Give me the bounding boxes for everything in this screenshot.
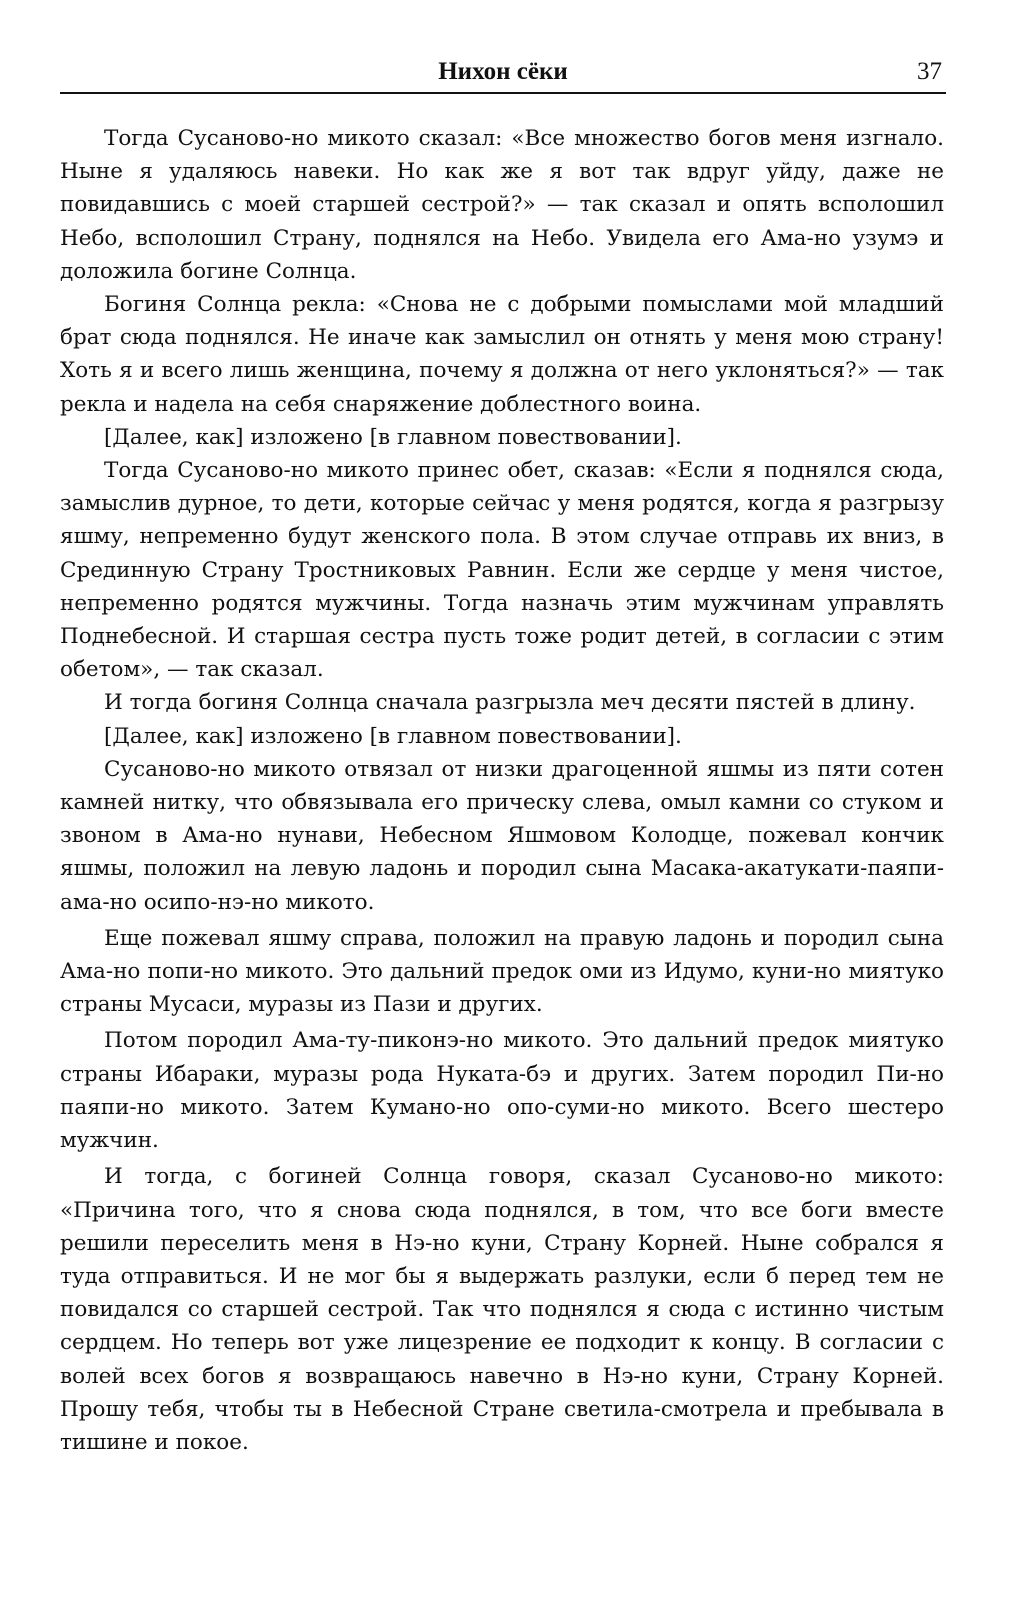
paragraph: Тогда Сусаново-но микото сказал: «Все множество богов меня изгнало. Ныне я удаляюсь навеки. Но как же я вот так вдруг уйду, даже не повидавшись с моей старшей сестрой?» — так сказал и опять всполошил Небо, всполошил Страну, поднялся на Небо. Увидела его Ама-но узумэ и доложила богине Солнца. [60, 126, 944, 284]
paragraph: Сусаново-но микото отвязал от низки драгоценной яшмы из пяти сотен камней нитку, что обвязывала его прическу слева, омыл камни со стуком и звоном в Ама-но нунави, Небесном Яшмовом Колодце, пожевал кончик яшмы, положил на левую ладонь и породил сына Масака-акатукати-паяпи-ама-но осипо-нэ-но микото. [60, 756, 944, 915]
paragraph: Тогда Сусаново-но микото принес обет, сказав: «Если я поднялся сюда, замыслив дурное, то дети, которые сейчас у меня родятся, когда я разгрызу яшму, непременно будут женского пола. В этом случае отправь их вниз, в Срединную Страну Тростниковых Равнин. Если же сердце у меня чистое, непременно родятся мужчины. Тогда назначь этим мужчинам управлять Поднебесной. И старшая сестра пусть тоже родит детей, в согласии с этим обетом», — так сказал. [60, 458, 944, 683]
paragraph: [Далее, как] изложено [в главном повествовании]. [104, 723, 682, 749]
paragraph: Еще пожевал яшму справа, положил на правую ладонь и породил сына Ама-но попи-но микото. Это дальний предок оми из Идумо, куни-но миятуко страны Мусаси, муразы из Пази и других. [60, 925, 944, 1018]
body-text [60, 122, 944, 1459]
paragraph: Потом породил Ама-ту-пиконэ-но микото. Это дальний предок миятуко страны Ибараки, муразы рода Нуката-бэ и других. Затем породил Пи-но паяпи-но микото. Затем Кумано-но опо-суми-но микото. Всего шестеро мужчин. [60, 1028, 944, 1154]
page-number: 37 [917, 58, 942, 85]
paragraph: [Далее, как] изложено [в главном повествовании]. [104, 424, 682, 450]
page-header [60, 56, 946, 94]
paragraph: Богиня Солнца рекла: «Снова не с добрыми помыслами мой младший брат сюда поднялся. Не иначе как замыслил он отнять у меня мою страну! Хоть я и всего лишь женщина, почему я должна от него уклоняться?» — так рекла и надела на себя снаряжение доблестного воина. [60, 292, 944, 417]
paragraph: И тогда, с богиней Солнца говоря, сказал Сусаново-но микото: «Причина того, что я снова сюда поднялся, в том, что все боги вместе решили переселить меня в Нэ-но куни, Страну Корней. Ныне собрался я туда отправиться. И не мог бы я выдержать разлуки, если б перед тем не повидался со старшей сестрой. Так что поднялся я сюда с истинно чистым сердцем. Но теперь вот уже лицезрение ее подходит к концу. В согласии с волей всех богов я возвращаюсь навечно в Нэ-но куни, Страну Корней. Прошу тебя, чтобы ты в Небесной Стране светила-смотрела и пребывала в тишине и покое. [60, 1164, 944, 1455]
running-title: Нихон сёки [438, 58, 568, 85]
paragraph: И тогда богиня Солнца сначала разгрызла меч десяти пястей в длину. [104, 690, 916, 716]
